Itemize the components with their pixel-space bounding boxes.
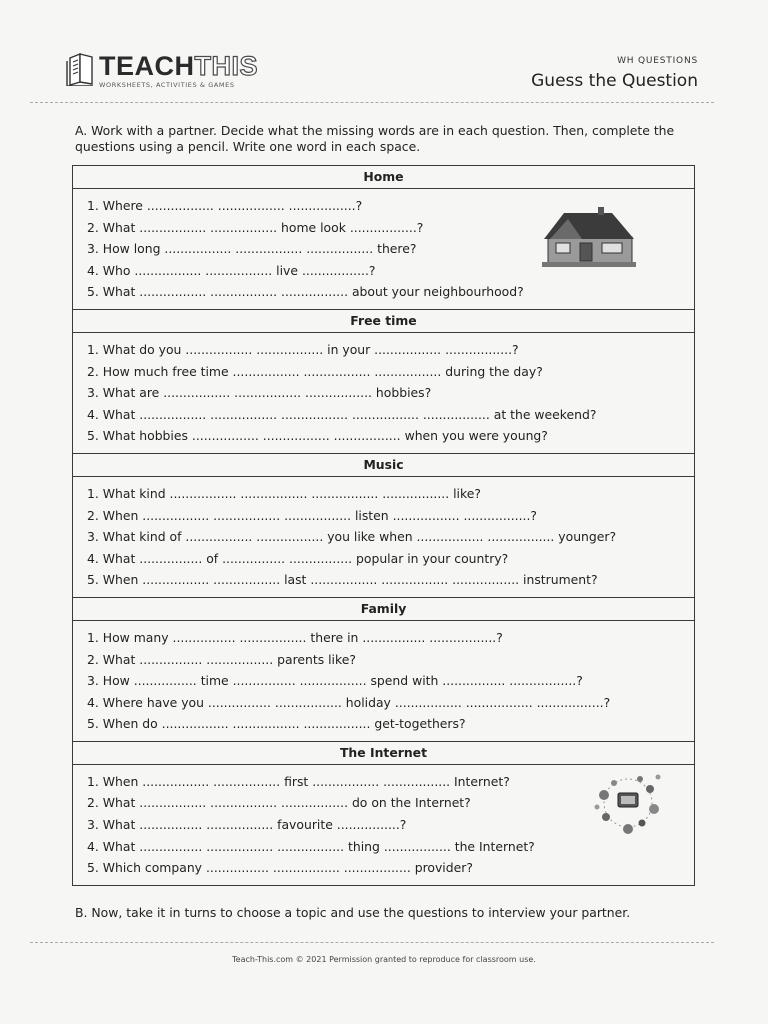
internet-devices-icon <box>592 773 664 839</box>
book-logo-icon <box>66 52 96 86</box>
logo-tagline: WORKSHEETS, ACTIVITIES & GAMES <box>99 81 235 89</box>
question-line[interactable]: 5. When do ................. ................. ................. get-togethers? <box>87 716 466 732</box>
question-line[interactable]: 2. When ................. ................. ................. listen ................. .................? <box>87 507 538 523</box>
question-line[interactable]: 3. What are ................. ................. ................. hobbies? <box>87 385 432 401</box>
section-music <box>73 454 694 598</box>
section-title: Family <box>73 598 694 621</box>
page-header <box>0 0 768 104</box>
section-free-time <box>73 310 694 454</box>
question-line[interactable]: 3. What kind of ................. ................. you like when ................. ................. younger? <box>87 529 617 545</box>
question-line[interactable]: 1. When ................. ................. first ................. ................. Internet? <box>87 773 510 789</box>
question-table <box>72 165 695 886</box>
section-title: Music <box>73 454 694 477</box>
question-line[interactable]: 2. What ................ ................. parents like? <box>87 651 356 667</box>
worksheet-title: Guess the Question <box>531 71 698 91</box>
question-line[interactable]: 4. What ................ ................. ................. thing ................. the Internet? <box>87 838 535 854</box>
teach-this-logo <box>66 52 258 89</box>
question-line[interactable]: 1. How many ................ ................. there in ................ .................? <box>87 629 503 645</box>
question-line[interactable]: 1. Where ................. ................. .................? <box>87 198 363 213</box>
section-title: Home <box>73 166 694 189</box>
question-line[interactable]: 5. What hobbies ................. ................. ................. when you were young? <box>87 428 548 444</box>
question-line[interactable]: 5. What ................. ................. ................. about your neighbourhood? <box>87 284 524 300</box>
question-line[interactable]: 4. What ................. ................. ................. ................. ................. at the weekend? <box>87 406 597 422</box>
logo-word-teach: TEACH <box>99 51 195 81</box>
question-line[interactable]: 3. What ................ ................. favourite ................? <box>87 817 407 833</box>
question-line[interactable]: 1. What do you ................. ................. in your ................. .................? <box>87 341 519 357</box>
copyright-footer: Teach-This.com © 2021 Permission granted to reproduce for classroom use. <box>232 955 536 964</box>
question-line[interactable]: 2. What ................. ................. home look .................? <box>87 219 424 235</box>
question-line[interactable]: 4. Where have you ................ ................. holiday ................. ................. .................? <box>87 694 611 710</box>
question-line[interactable]: 3. How ................ time ................ ................. spend with ................ .................? <box>87 673 583 689</box>
question-line[interactable]: 5. Which company ................ ................. ................. provider? <box>87 860 473 876</box>
footer-divider <box>30 942 714 943</box>
section-title: The Internet <box>73 742 694 765</box>
question-line[interactable]: 5. When ................. ................. last ................. ................. ................. instrument? <box>87 572 598 588</box>
question-line[interactable]: 4. Who ................. ................. live .................? <box>87 262 376 278</box>
instructions-part-a: A. Work with a partner. Decide what the missing words are in each question. Then, complete the questions using a pencil. Write one word in each space. <box>75 123 675 154</box>
section-internet <box>73 742 694 885</box>
section-title: Free time <box>73 310 694 333</box>
question-line[interactable]: 4. What ................ of ................ ................ popular in your country? <box>87 550 509 566</box>
instructions-part-b: B. Now, take it in turns to choose a topic and use the questions to interview your partner. <box>75 905 631 920</box>
question-line[interactable]: 3. How long ................. ................. ................. there? <box>87 241 417 257</box>
question-line[interactable]: 1. What kind ................. ................. ................. ................. like? <box>87 485 481 501</box>
header-divider <box>30 102 714 103</box>
house-illustration-icon <box>542 207 636 267</box>
question-line[interactable]: 2. How much free time ................. ................. ................. during the day? <box>87 363 543 379</box>
section-home <box>73 166 694 310</box>
worksheet-category: WH QUESTIONS <box>617 56 698 66</box>
logo-word-this: THIS <box>194 51 259 81</box>
question-line[interactable]: 2. What ................. ................. ................. do on the Internet? <box>87 795 471 811</box>
section-family <box>73 598 694 742</box>
